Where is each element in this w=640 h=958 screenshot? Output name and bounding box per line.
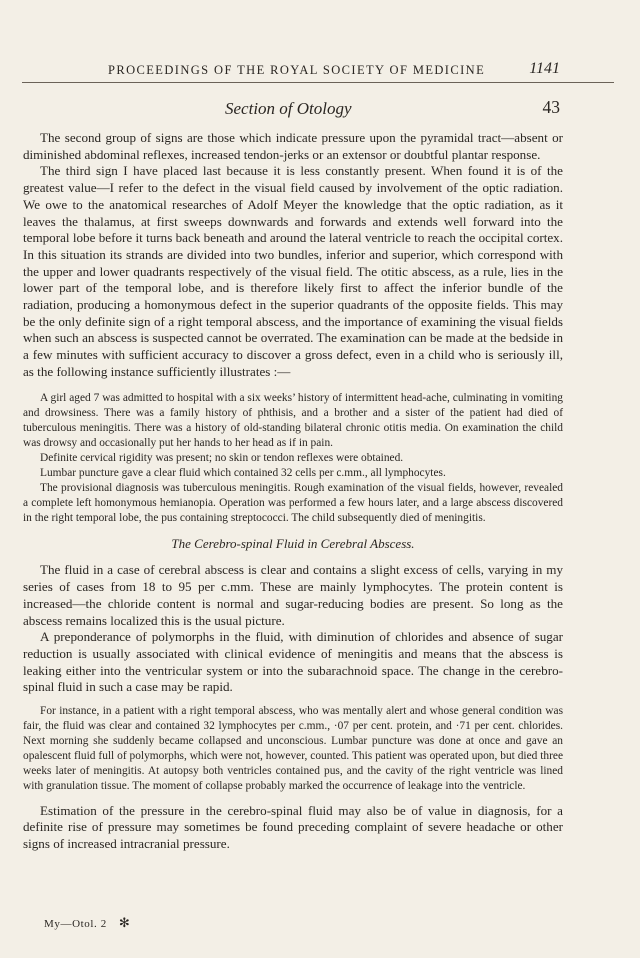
page-number: 43 bbox=[542, 97, 560, 117]
signature-mark bbox=[44, 915, 130, 931]
paragraph-pyramidal-signs: The second group of signs are those which indicate pressure upon the pyramidal tract—absent or diminished abdominal reflexes, increased tendon-jerks or an extensor or doubtful plantar response. bbox=[23, 130, 563, 162]
header-rule bbox=[22, 82, 614, 83]
paragraph-csf-findings: The fluid in a case of cerebral abscess is clear and contains a slight excess of cells, varying in my series of cases from 18 to 95 per c.mm. These are mainly lymphocytes. The protein content is increased—the chloride content is normal and sugar-reducing bodies are present. So long as the abscess remains localized this is the usual picture. bbox=[23, 562, 563, 628]
case-report-paragraph: Definite cervical rigidity was present; no skin or tendon reflexes were obtained. bbox=[40, 451, 404, 464]
journal-title: PROCEEDINGS OF THE ROYAL SOCIETY OF MEDICINE bbox=[108, 63, 486, 77]
asterisk-mark: ✻ bbox=[118, 915, 131, 930]
section-title: Section of Otology bbox=[225, 99, 352, 118]
case-report-paragraph: For instance, in a patient with a right temporal abscess, who was mentally alert and whose general condition was fair, the fluid was clear and contained 32 lymphocytes per c.mm., ·07 per cent. protein, and ·71 per cent. chlorides. Next morning she suddenly became collapsed and unconscious. Lumbar puncture was done at once and gave an opalescent fluid full of polymorphs, which were not, however, counted. This patient was operated upon, but died three weeks later of meningitis. At autopsy both ventricles contained pus, and the cavity of the right ventricle was lined with granulation tissue. The moment of collapse probably marked the occurrence of leakage into the ventricle. bbox=[23, 705, 563, 793]
case-report-paragraph: A girl aged 7 was admitted to hospital with a six weeks’ history of intermittent head-ache, culminating in vomiting and drowsiness. There was a family history of phthisis, and a brother and a sister of the patient had died of tuberculous meningitis. There was a history of old-standing bilateral chronic otitis media. On examination the child was drowsy and occasionally put her hands to her head as if in pain. bbox=[23, 391, 563, 449]
article-body bbox=[23, 130, 563, 853]
paragraph-polymorphs: A preponderance of polymorphs in the fluid, with diminution of chlorides and absence of sugar reduction is usually associated with clinical evidence of meningitis and means that the abscess is leaking either into the ventricular system or into the subarachnoid space. The change in the cerebro-spinal fluid in such a case may be rapid. bbox=[23, 629, 563, 695]
signature-text: My—Otol. 2 bbox=[44, 918, 107, 930]
paragraph-pressure: Estimation of the pressure in the cerebro-spinal fluid may also be of value in diagnosis, for a definite rise of pressure may sometimes be found preceding complaint of severe headache or other signs of increased intracranial pressure. bbox=[23, 802, 563, 851]
volume-page-number: 1141 bbox=[529, 60, 560, 77]
running-head bbox=[0, 60, 640, 83]
subheading-csf: The Cerebro-spinal Fluid in Cerebral Abscess. bbox=[171, 536, 415, 552]
case-report-paragraph: Lumbar puncture gave a clear fluid which contained 32 cells per c.mm., all lymphocytes. bbox=[40, 467, 446, 480]
case-report-paragraph: The provisional diagnosis was tuberculous meningitis. Rough examination of the visual fields, however, revealed a complete left homonymous hemianopia. Operation was performed a few hours later, and a large abscess discovered in the right temporal lobe, the pus containing streptococci. The child subsequently died of meningitis. bbox=[23, 482, 563, 525]
paragraph-visual-field: The third sign I have placed last because it is less constantly present. When found it is of the greatest value—I refer to the defect in the visual field caused by involvement of the optic radiation. We owe to the anatomical researches of Adolf Meyer the knowledge that the optic radiation, as it leaves the thalamus, at first sweeps downwards and forwards and extends well forward into the temporal lobe before it turns back beneath and around the lateral ventricle to reach the occipital cortex. In this situation its strands are divided into two bundles, inferior and superior, which correspond with the upper and lower quadrants respectively of the visual field. The otitic abscess, as a rule, lies in the lower part of the temporal lobe, and is therefore likely first to affect the inferior bundle of the radiation, producing a homonymous defect in the superior quadrants of the opposite fields. This may be the only definite sign of a right temporal abscess, and the importance of examining the visual fields when such an abscess is suspected cannot be overrated. The examination can be made at the bedside in a few minutes with sufficient accuracy to discover a gross defect, even in a child who is seriously ill, as the following instance sufficiently illustrates :— bbox=[23, 163, 563, 379]
